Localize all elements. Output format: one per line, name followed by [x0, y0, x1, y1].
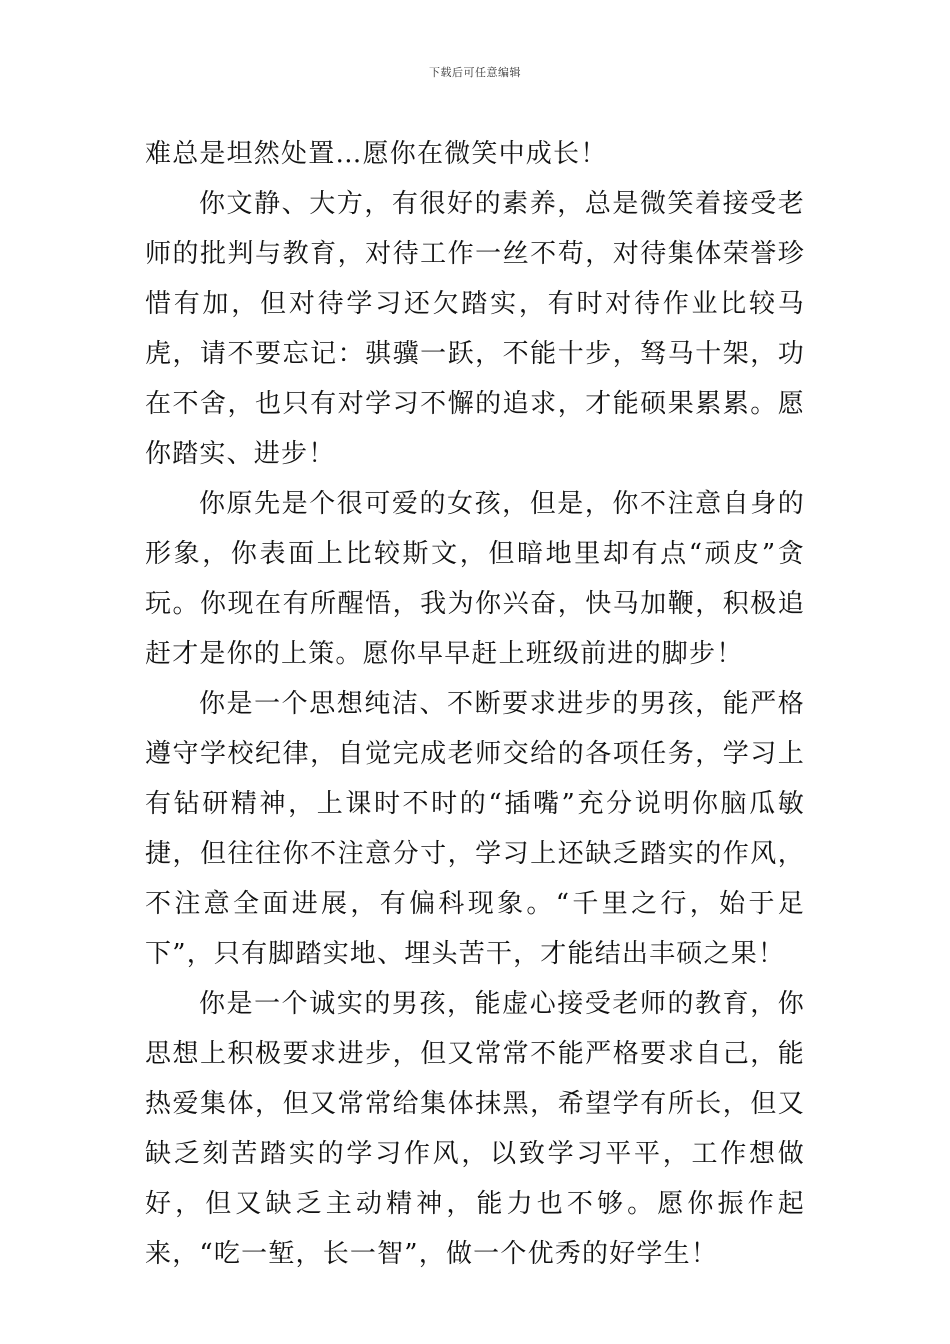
paragraph-comment-2: 你原先是个很可爱的女孩，但是，你不注意自身的形象，你表面上比较斯文，但暗地里却有点“顽皮”贪玩。你现在有所醒悟，我为你兴奋，快马加鞭，积极追赶才是你的上策。愿你早早赶上班级前进的脚步！	[145, 489, 805, 669]
paragraph-comment-3: 你是一个思想纯洁、不断要求进步的男孩，能严格遵守学校纪律，自觉完成老师交给的各项任务，学习上有钻研精神，上课时不时的“插嘴”充分说明你脑瓜敏捷，但往往你不注意分寸，学习上还缺乏踏实的作风，不注意全面进展，有偏科现象。“千里之行，始于足下”，只有脚踏实地、埋头苦干，才能结出丰硕之果！	[145, 689, 805, 969]
paragraph-comment-4: 你是一个诚实的男孩，能虚心接受老师的教育，你思想上积极要求进步，但又常常不能严格要求自己，能热爱集体，但又常常给集体抹黑，希望学有所长，但又缺乏刻苦踏实的学习作风，以致学习平平，工作想做好，但又缺乏主动精神，能力也不够。愿你振作起来，“吃一堑，长一智”，做一个优秀的好学生！	[145, 989, 805, 1269]
paragraph-comment-1: 你文静、大方，有很好的素养，总是微笑着接受老师的批判与教育，对待工作一丝不苟，对待集体荣誉珍惜有加，但对待学习还欠踏实，有时对待作业比较马虎，请不要忘记：骐骥一跃，不能十步，驽马十架，功在不舍，也只有对学习不懈的追求，才能硕果累累。愿你踏实、进步！	[145, 189, 805, 469]
paragraph-continuation: 难总是坦然处置…愿你在微笑中成长！	[145, 139, 608, 169]
page-header: 下载后可任意编辑	[429, 66, 521, 79]
document-body	[145, 129, 805, 1279]
